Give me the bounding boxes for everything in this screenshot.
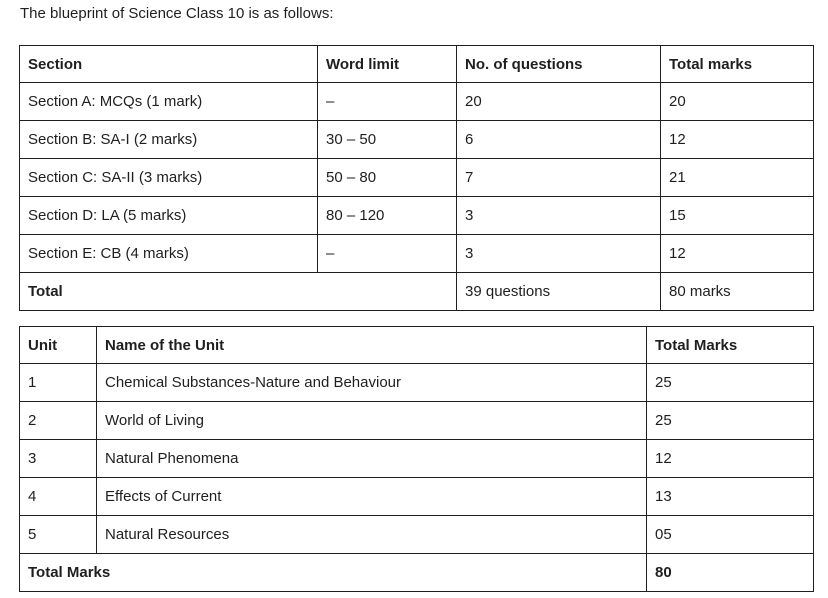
header-word-limit: Word limit (318, 46, 457, 83)
unit-marks-cell: 12 (647, 440, 814, 478)
unit-marks-cell: 13 (647, 478, 814, 516)
marks-cell: 12 (661, 235, 814, 273)
table-row (20, 121, 814, 159)
table-row (20, 197, 814, 235)
word-limit-cell: 50 – 80 (318, 159, 457, 197)
unit-number-cell: 1 (20, 364, 97, 402)
section-cell: Section C: SA-II (3 marks) (20, 159, 318, 197)
unit-marks-cell: 25 (647, 364, 814, 402)
unit-number-cell: 2 (20, 402, 97, 440)
questions-cell: 7 (457, 159, 661, 197)
header-unit: Unit (20, 327, 97, 364)
blueprint-table (19, 45, 814, 311)
unit-marks-cell: 25 (647, 402, 814, 440)
units-header-row (20, 327, 814, 364)
word-limit-cell: – (318, 83, 457, 121)
section-cell: Section B: SA-I (2 marks) (20, 121, 318, 159)
header-section: Section (20, 46, 318, 83)
marks-cell: 15 (661, 197, 814, 235)
table-row (20, 516, 814, 554)
questions-cell: 3 (457, 235, 661, 273)
marks-cell: 21 (661, 159, 814, 197)
word-limit-cell: – (318, 235, 457, 273)
total-questions: 39 questions (457, 273, 661, 311)
questions-cell: 3 (457, 197, 661, 235)
units-total-label: Total Marks (20, 554, 647, 592)
unit-number-cell: 5 (20, 516, 97, 554)
unit-number-cell: 4 (20, 478, 97, 516)
header-unit-name: Name of the Unit (97, 327, 647, 364)
marks-cell: 12 (661, 121, 814, 159)
unit-name-cell: Effects of Current (97, 478, 647, 516)
unit-number-cell: 3 (20, 440, 97, 478)
units-total-marks: 80 (647, 554, 814, 592)
table-row (20, 364, 814, 402)
table-row (20, 402, 814, 440)
word-limit-cell: 80 – 120 (318, 197, 457, 235)
word-limit-cell: 30 – 50 (318, 121, 457, 159)
total-label: Total (20, 273, 457, 311)
unit-name-cell: World of Living (97, 402, 647, 440)
units-table (19, 326, 814, 592)
blueprint-total-row (20, 273, 814, 311)
table-row (20, 159, 814, 197)
table-row (20, 440, 814, 478)
section-cell: Section A: MCQs (1 mark) (20, 83, 318, 121)
table-row (20, 83, 814, 121)
unit-name-cell: Chemical Substances-Nature and Behaviour (97, 364, 647, 402)
unit-marks-cell: 05 (647, 516, 814, 554)
questions-cell: 6 (457, 121, 661, 159)
header-no-of-questions: No. of questions (457, 46, 661, 83)
section-cell: Section D: LA (5 marks) (20, 197, 318, 235)
section-cell: Section E: CB (4 marks) (20, 235, 318, 273)
intro-text: The blueprint of Science Class 10 is as follows: (20, 5, 334, 22)
questions-cell: 20 (457, 83, 661, 121)
unit-name-cell: Natural Phenomena (97, 440, 647, 478)
header-unit-total-marks: Total Marks (647, 327, 814, 364)
unit-name-cell: Natural Resources (97, 516, 647, 554)
marks-cell: 20 (661, 83, 814, 121)
blueprint-header-row (20, 46, 814, 83)
units-total-row (20, 554, 814, 592)
table-row (20, 478, 814, 516)
header-total-marks: Total marks (661, 46, 814, 83)
table-row (20, 235, 814, 273)
total-marks: 80 marks (661, 273, 814, 311)
